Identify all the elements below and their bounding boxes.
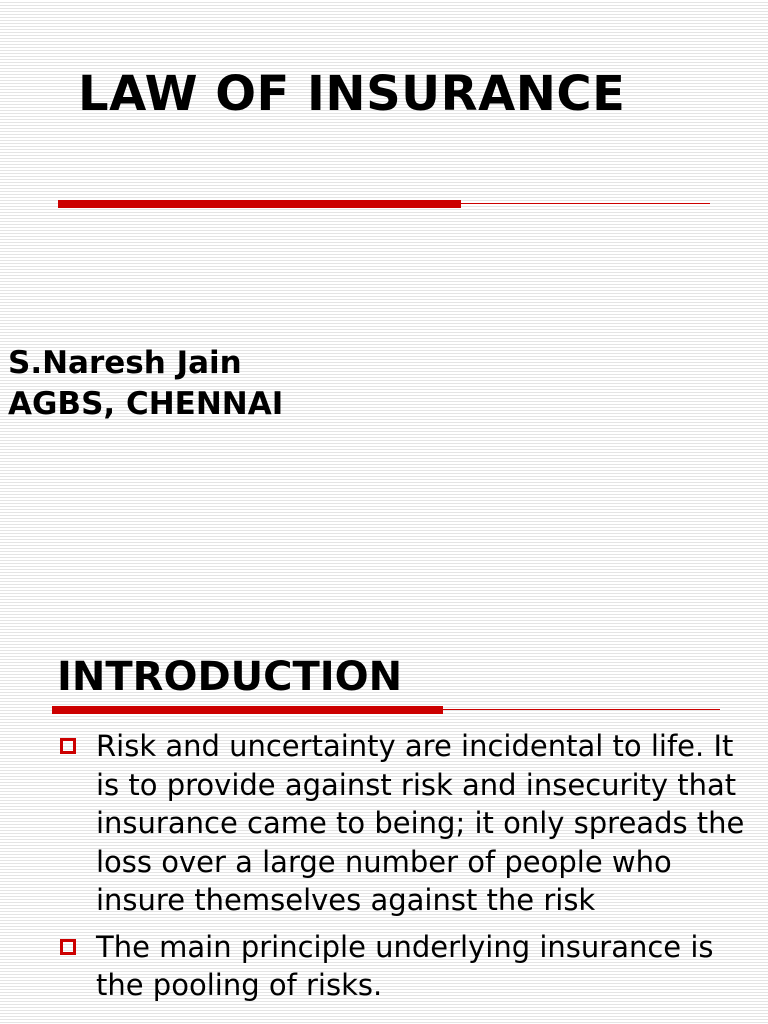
- bullet-item: [58, 727, 748, 920]
- title-divider-accent: [58, 200, 461, 208]
- hollow-square-icon: [60, 738, 76, 754]
- bullet-item: [58, 928, 748, 1005]
- bullet-list: [58, 727, 748, 1013]
- section-title: INTRODUCTION: [57, 654, 403, 700]
- bullet-text: Risk and uncertainty are incidental to life. It is to provide against risk and insecurity that insurance came to being; it only spreads the loss over a large number of people who insure themselves against the risk: [96, 729, 745, 917]
- author-institution: AGBS, CHENNAI: [8, 386, 284, 422]
- hollow-square-icon: [60, 939, 76, 955]
- bullet-text: The main principle underlying insurance is the pooling of risks.: [96, 929, 714, 1002]
- slide-title: LAW OF INSURANCE: [78, 66, 626, 122]
- title-divider: [58, 203, 710, 204]
- author-name: S.Naresh Jain: [8, 345, 242, 381]
- section-divider: [52, 709, 720, 710]
- author-block: [8, 343, 283, 425]
- section-divider-accent: [52, 706, 443, 714]
